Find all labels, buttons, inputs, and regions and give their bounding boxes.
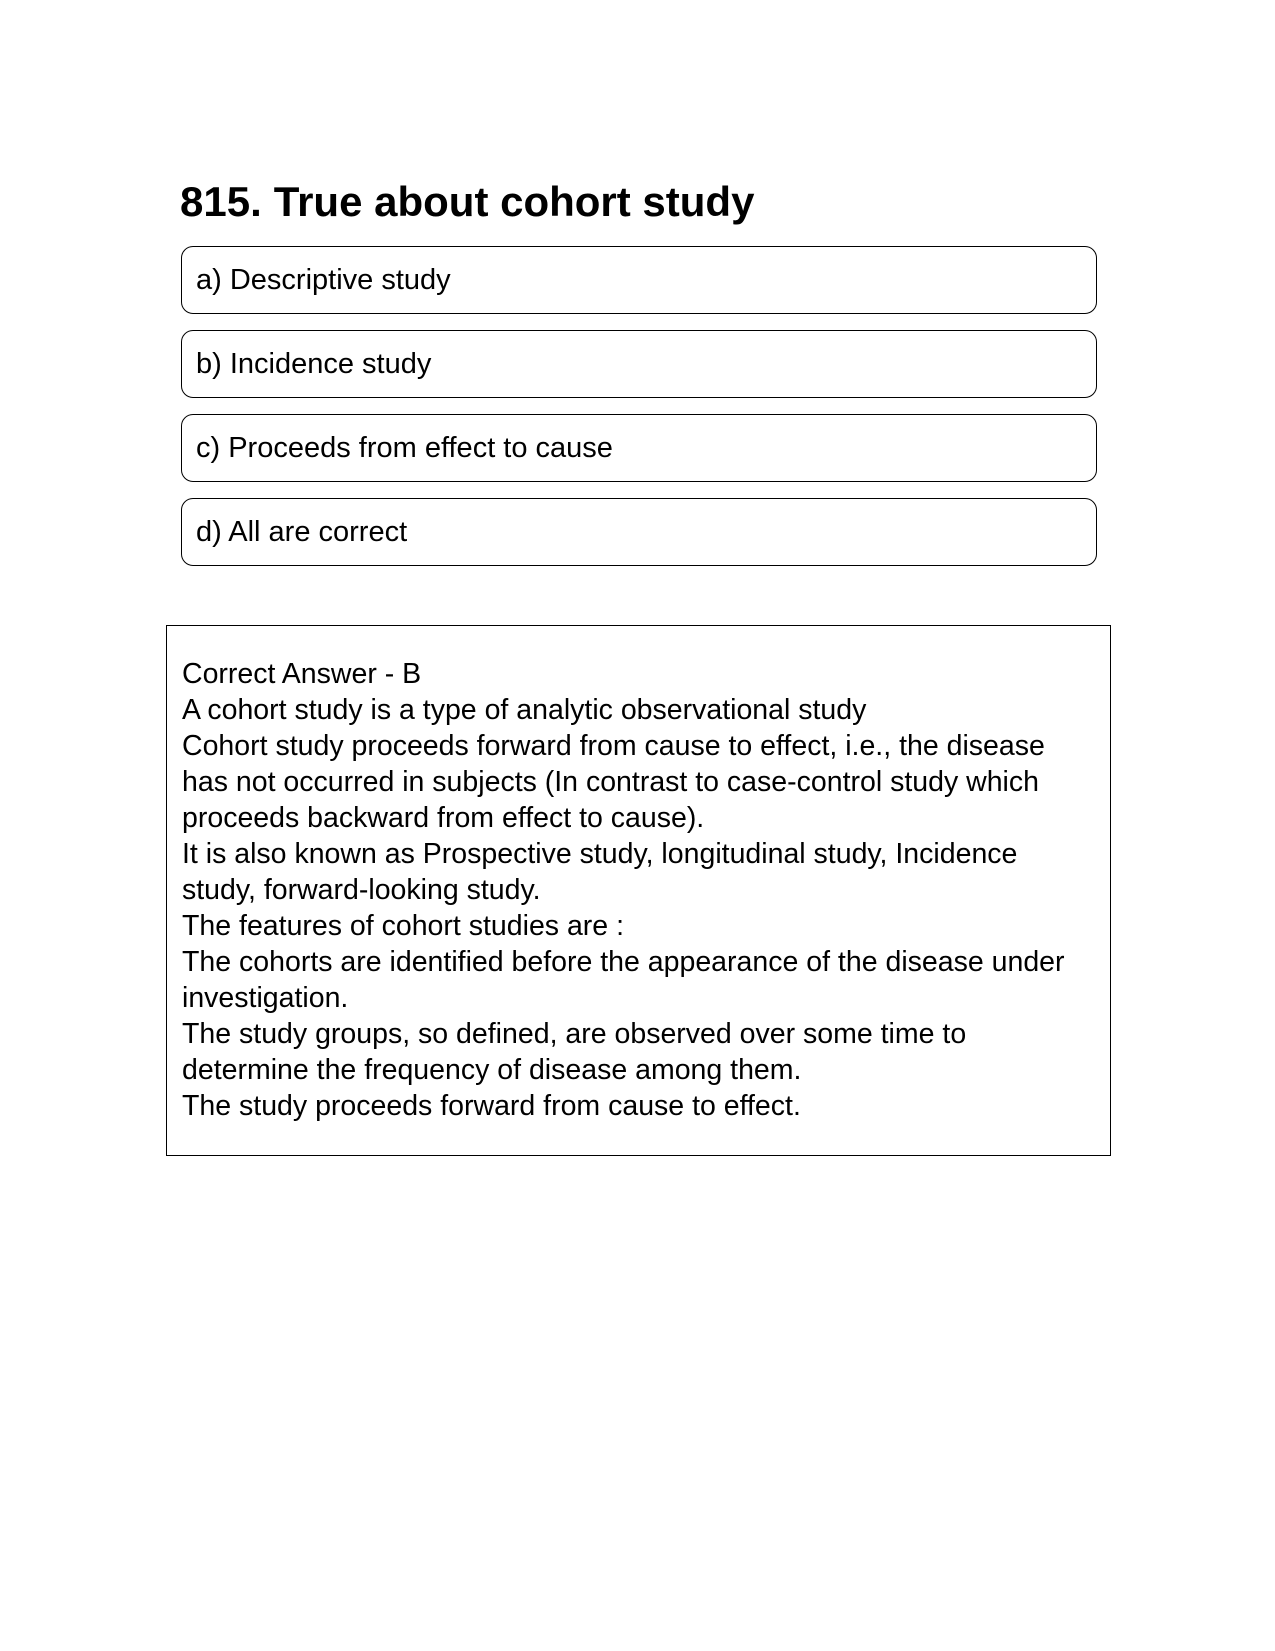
question-title (180, 176, 754, 228)
explanation-line: Cohort study proceeds forward from cause to effect, i.e., the disease has not occurred in subjects (In contrast to case-control study which proceeds backward from effect to cause). (182, 730, 1045, 834)
correct-answer-heading: Correct Answer - B (182, 658, 422, 690)
question-text: True about cohort study (273, 178, 755, 225)
explanation-line: A cohort study is a type of analytic observational study (182, 694, 867, 726)
option-b[interactable]: b) Incidence study (181, 330, 1097, 398)
option-c[interactable]: c) Proceeds from effect to cause (181, 414, 1097, 482)
option-d[interactable]: d) All are correct (181, 498, 1097, 566)
explanation-line: The cohorts are identified before the appearance of the disease under investigation. (182, 946, 1065, 1014)
option-a[interactable]: a) Descriptive study (181, 246, 1097, 314)
explanation-line: The study proceeds forward from cause to effect. (182, 1090, 801, 1122)
options-list (181, 246, 1097, 582)
explanation-line: The study groups, so defined, are observed over some time to determine the frequency of disease among them. (182, 1018, 967, 1086)
answer-explanation-box (166, 625, 1111, 1156)
explanation-line: The features of cohort studies are : (182, 910, 624, 942)
question-number: 815. (180, 178, 262, 225)
explanation-line: It is also known as Prospective study, longitudinal study, Incidence study, forward-looking study. (182, 838, 1018, 906)
